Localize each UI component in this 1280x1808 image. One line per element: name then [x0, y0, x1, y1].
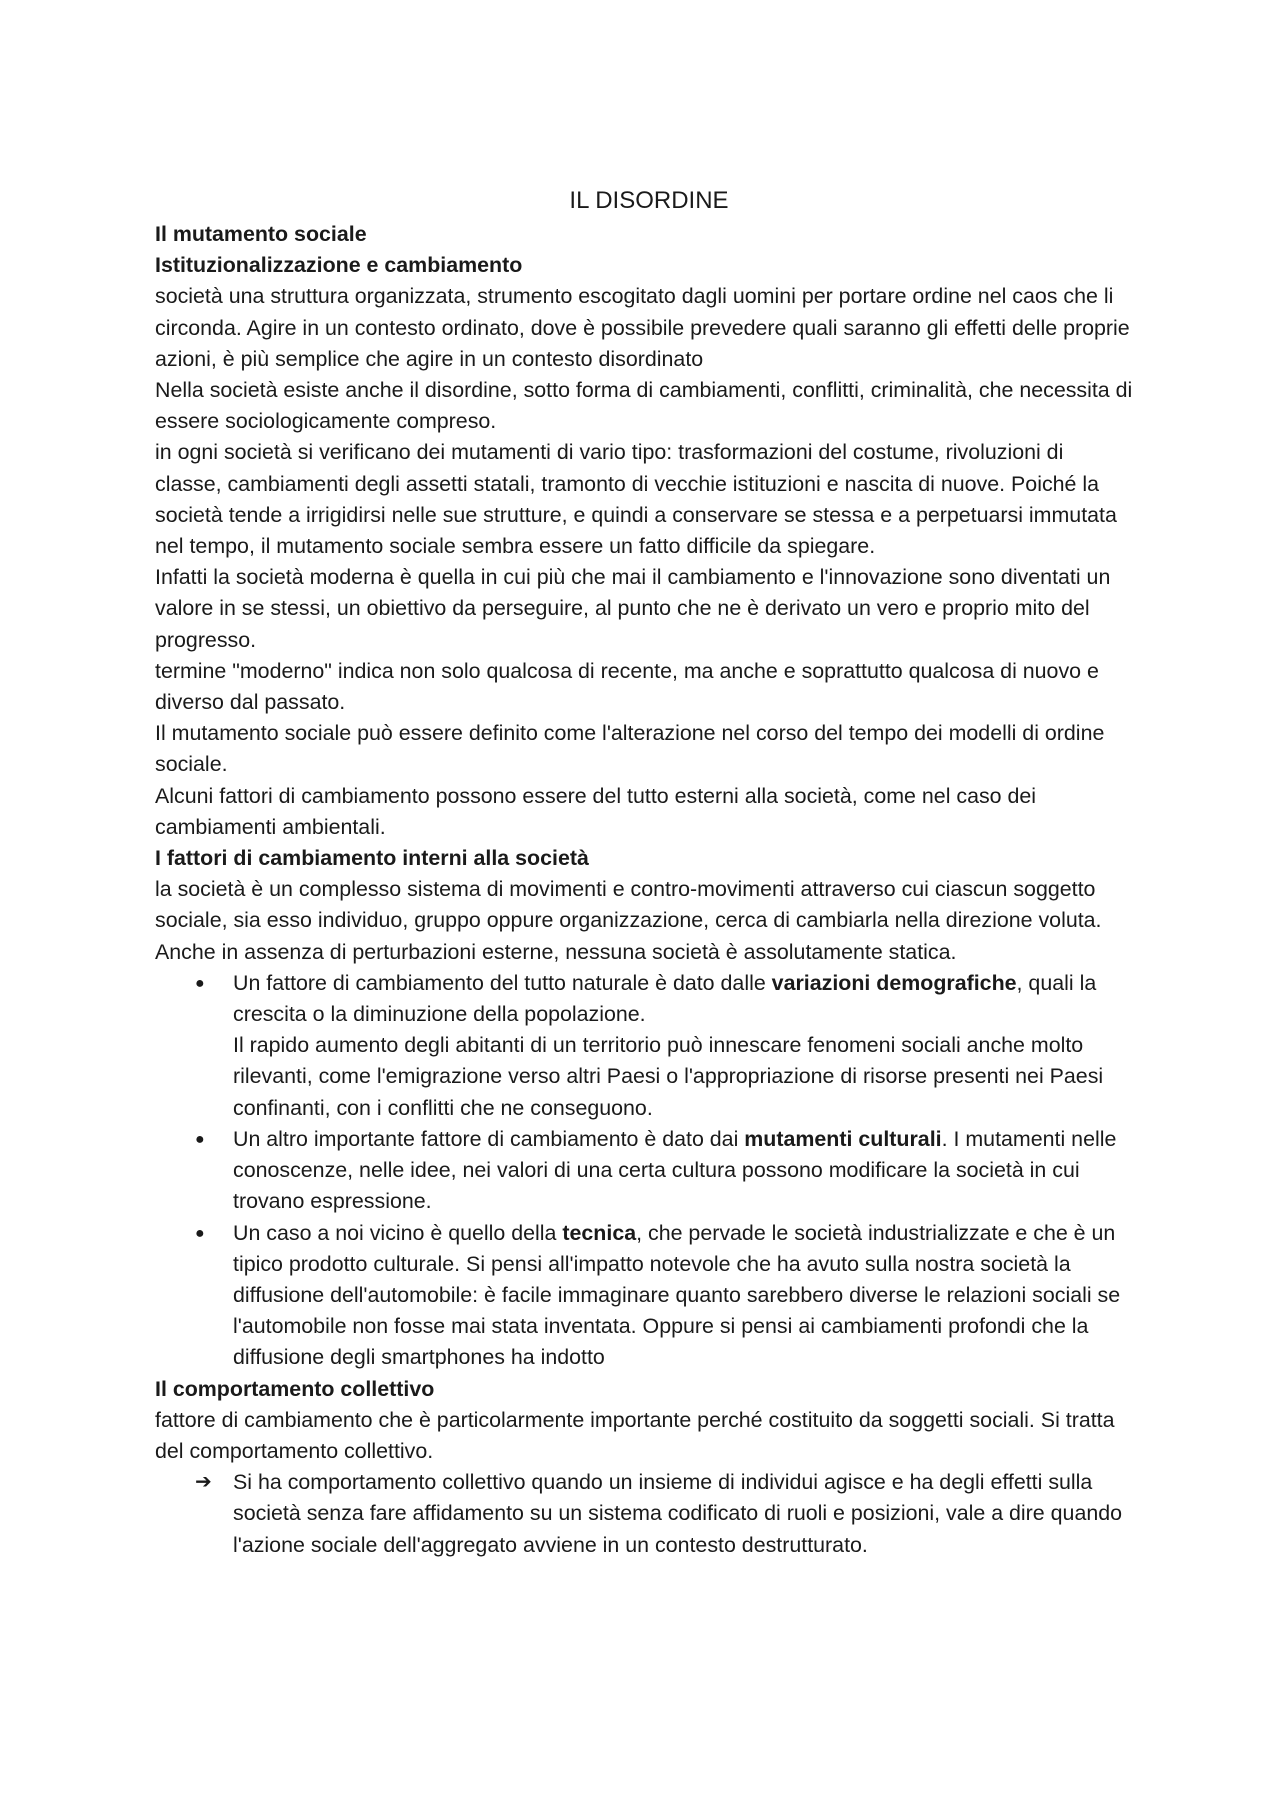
bullet-icon: ● [195, 1224, 205, 1242]
list-item [155, 968, 1135, 1124]
section-heading: Istituzionalizzazione e cambiamento [155, 253, 523, 278]
section-heading: Il mutamento sociale [155, 222, 367, 246]
section-heading: I fattori di cambiamento interni alla società [155, 846, 589, 871]
bold-term: tecnica [562, 1220, 637, 1245]
paragraph: società una struttura organizzata, strumento escogitato dagli uomini per portare ordine nel caos che li circonda. Agire in un contesto ordinato, dove è possibile prevedere quali saranno gli effetti delle proprie azioni, è più semplice che agire in un contesto disordinato [155, 284, 1130, 371]
arrow-list [155, 1467, 1135, 1561]
paragraph: Infatti la società moderna è quella in cui più che mai il cambiamento e l'innovazione sono diventati un valore in se stessi, un obiettivo da perseguire, al punto che ne è derivato un vero e proprio mito del progresso. [155, 565, 1111, 652]
paragraph: la società è un complesso sistema di movimenti e contro-movimenti attraverso cui ciascun soggetto sociale, sia esso individuo, gruppo oppure organizzazione, cerca di cambiarla nella direzione voluta. Anche in assenza di perturbazioni esterne, nessuna società è assolutamente statica. [155, 877, 1102, 964]
bullet-icon: ● [195, 1130, 205, 1148]
section-heading: Il comportamento collettivo [155, 1376, 435, 1401]
list-item-text: Un altro importante fattore di cambiamento è dato dai [233, 1126, 745, 1151]
bullet-list [155, 968, 1135, 1374]
paragraph: Nella società esiste anche il disordine, sotto forma di cambiamenti, conflitti, criminalità, che necessita di essere sociologicamente compreso. [155, 378, 1133, 434]
list-item-text: , quali la crescita o la diminuzione della popolazione. [233, 970, 1097, 1027]
list-item [155, 1124, 1135, 1218]
list-item-text: , che pervade le società industrializzate e che è un tipico prodotto culturale. Si pensi all'impatto notevole che ha avuto sulla nostra società la diffusione dell'automobile: è facile immaginare quanto sarebbero diverse le relazioni sociali se l'automobile non fosse mai stata inventata. Oppure si pensi ai cambiamenti profondi che la diffusione degli smartphones ha indotto [233, 1220, 1121, 1370]
list-item-text: Si ha comportamento collettivo quando un insieme di individui agisce e ha degli effetti sulla società senza fare affidamento su un sistema codificato di ruoli e posizioni, vale a dire quando l'azione sociale dell'aggregato avviene in un contesto destrutturato. [233, 1470, 1123, 1557]
document-page [155, 185, 1135, 1561]
list-item [155, 1467, 1135, 1561]
list-item [155, 1218, 1135, 1374]
paragraph: termine "moderno" indica non solo qualcosa di recente, ma anche e soprattutto qualcosa di nuovo e diverso dal passato. [155, 658, 1099, 715]
list-item-continuation: Il rapido aumento degli abitanti di un territorio può innescare fenomeni sociali anche molto rilevanti, come l'emigrazione verso altri Paesi o l'appropriazione di risorse presenti nei Paesi confinanti, con i conflitti che ne conseguono. [233, 1033, 1104, 1120]
list-item-text: Un fattore di cambiamento del tutto naturale è dato dalle [233, 970, 772, 995]
paragraph: fattore di cambiamento che è particolarmente importante perché costituito da soggetti sociali. Si tratta del comportamento collettivo. [155, 1407, 1115, 1463]
paragraph: Alcuni fattori di cambiamento possono essere del tutto esterni alla società, come nel caso dei cambiamenti ambientali. [155, 783, 1037, 839]
bold-term: variazioni demografiche [771, 970, 1017, 995]
paragraph: in ogni società si verificano dei mutamenti di vario tipo: trasformazioni del costume, rivoluzioni di classe, cambiamenti degli assetti statali, tramonto di vecchie istituzioni e nascita di nuove. Poiché la società tende a irrigidirsi nelle sue strutture, e quindi a conservare se stessa e a perpetuarsi immutata nel tempo, il mutamento sociale sembra essere un fatto difficile da spiegare. [155, 440, 1117, 559]
bold-term: mutamenti culturali [744, 1126, 942, 1151]
bullet-icon: ● [195, 974, 205, 992]
list-item-text: . I mutamenti nelle conoscenze, nelle idee, nei valori di una certa cultura possono modificare la società in cui trovano espressione. [233, 1126, 1117, 1214]
arrow-right-icon: ➔ [195, 1471, 212, 1494]
page-title: IL DISORDINE [569, 187, 729, 214]
paragraph: Il mutamento sociale può essere definito come l'alterazione nel corso del tempo dei modelli di ordine sociale. [155, 721, 1105, 777]
list-item-text: Un caso a noi vicino è quello della [233, 1220, 563, 1245]
